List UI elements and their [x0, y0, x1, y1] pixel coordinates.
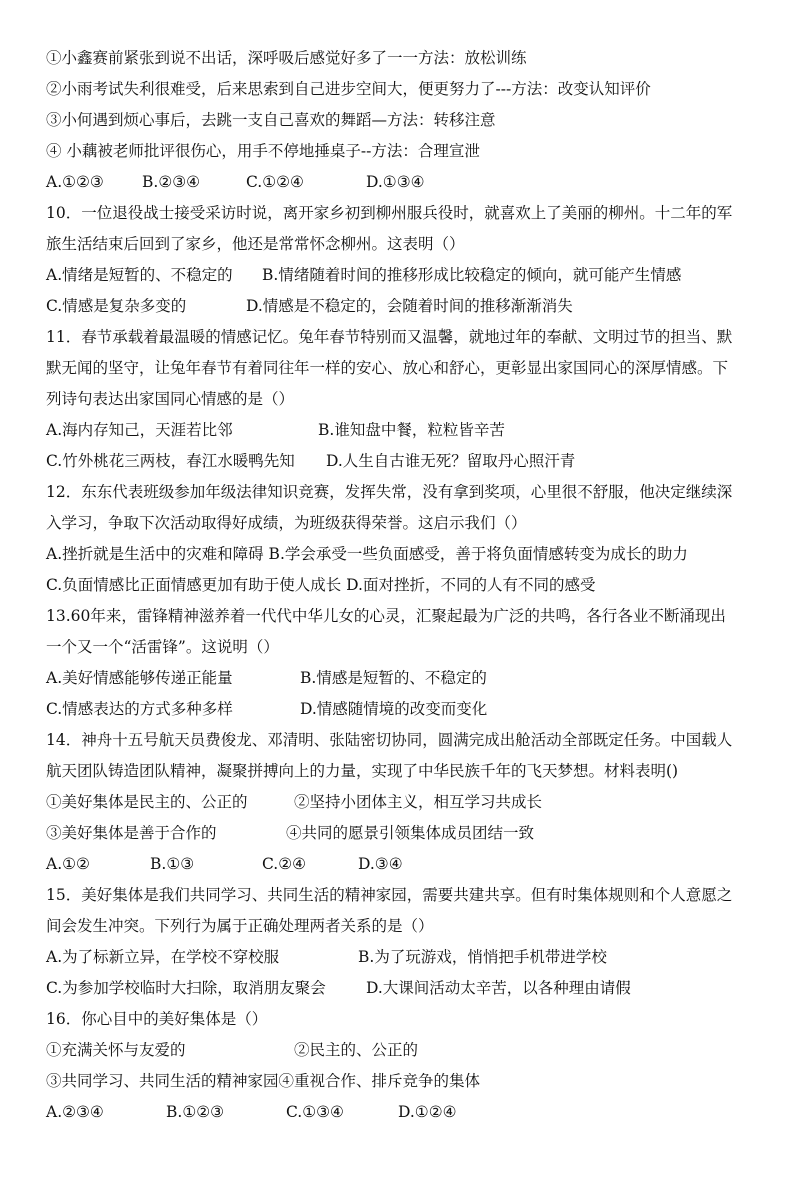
- q9-option-c: C.①②④: [246, 173, 304, 191]
- q13-stem-2: 一个又一个“活雷锋”。这说明（）: [46, 638, 279, 656]
- q14-options: [46, 854, 751, 874]
- q16-option-d: D.①②④: [398, 1103, 457, 1121]
- q14-items-row-2: [46, 823, 751, 843]
- q13-stem-1: 13.60年来，雷锋精神滋养着一代代中华儿女的心灵，汇聚起最为广泛的共鸣，各行各业不断涌现出: [46, 607, 726, 625]
- q13-option-b: B.情感是短暂的、不稳定的: [300, 669, 487, 687]
- q11-options-row-1: [46, 420, 751, 440]
- q16-option-a: A.②③④: [46, 1103, 104, 1121]
- method-item-2: ②小雨考试失利很难受，后来思索到自己进步空间大，便更努力了---方法：改变认知评价: [46, 80, 651, 98]
- method-item-4: ④ 小藕被老师批评很伤心，用手不停地捶桌子--方法：合理宣泄: [46, 142, 480, 160]
- method-item-1: ①小鑫赛前紧张到说不出话，深呼吸后感觉好多了一一方法：放松训练: [46, 49, 527, 67]
- q16-option-c: C.①③④: [286, 1103, 344, 1121]
- q11-option-a: A.海内存知己，天涯若比邻: [46, 421, 233, 439]
- q15-options-row-1: [46, 947, 751, 967]
- q10-option-b: B.情绪随着时间的推移形成比较稳定的倾向，就可能产生情感: [262, 266, 682, 284]
- q16-options: [46, 1102, 751, 1122]
- q10-option-a: A.情绪是短暂的、不稳定的: [46, 266, 233, 284]
- q15-option-c: C.为参加学校临时大扫除，取消朋友聚会: [46, 979, 326, 997]
- q15-option-d: D.大课间活动太辛苦，以各种理由请假: [366, 979, 631, 997]
- q13-options-row-2: [46, 699, 751, 719]
- q9-option-b: B.②③④: [142, 173, 201, 191]
- q14-item-2: ②坚持小团体主义，相互学习共成长: [294, 793, 543, 811]
- q16-option-b: B.①②③: [166, 1103, 225, 1121]
- q14-stem-2: 航天团队铸造团队精神，凝聚拼搏向上的力量，实现了中华民族千年的飞天梦想。材料表明(): [46, 762, 679, 780]
- q13-options-row-1: [46, 668, 751, 688]
- q11-stem-1: 11．春节承载着最温暖的情感记忆。兔年春节特别而又温馨，就地过年的奉献、文明过节的担当、默: [46, 328, 733, 346]
- q16-item-1: ①充满关怀与友爱的: [46, 1041, 186, 1059]
- q13-option-c: C.情感表达的方式多种多样: [46, 700, 233, 718]
- q11-option-b: B.谁知盘中餐，粒粒皆辛苦: [318, 421, 505, 439]
- q14-item-1: ①美好集体是民主的、公正的: [46, 793, 248, 811]
- q13-option-d: D.情感随情境的改变而变化: [300, 700, 488, 718]
- q15-options-row-2: [46, 978, 751, 998]
- q14-option-a: A.①②: [46, 855, 90, 873]
- q10-stem-1: 10．一位退役战士接受采访时说，离开家乡初到柳州服兵役时，就喜欢上了美丽的柳州。十二年的军: [46, 204, 733, 222]
- q12-options-row-2: C.负面情感比正面情感更加有助于使人成长 D.面对挫折，不同的人有不同的感受: [46, 576, 596, 594]
- q9-option-a: A.①②③: [46, 173, 104, 191]
- q16-item-2: ②民主的、公正的: [294, 1041, 419, 1059]
- q10-options-row-2: [46, 296, 751, 316]
- q12-stem-1: 12．东东代表班级参加年级法律知识竞赛，发挥失常，没有拿到奖项，心里很不舒服，他决定继续深: [46, 483, 733, 501]
- q14-option-b: B.①③: [150, 855, 195, 873]
- q10-option-c: C.情感是复杂多变的: [46, 297, 187, 315]
- q9-option-d: D.①③④: [366, 173, 425, 191]
- q11-stem-2: 默无闻的坚守，让兔年春节有着同往年一样的安心、放心和舒心，更彰显出家国同心的深厚情感。下: [46, 359, 729, 377]
- q10-option-d: D.情感是不稳定的，会随着时间的推移渐渐消失: [246, 297, 573, 315]
- q15-stem-1: 15．美好集体是我们共同学习、共同生活的精神家园，需要共建共享。但有时集体规则和个人意愿之: [46, 886, 733, 904]
- q13-option-a: A.美好情感能够传递正能量: [46, 669, 233, 687]
- q16-items-row-2: ③共同学习、共同生活的精神家园④重视合作、排斥竞争的集体: [46, 1072, 481, 1090]
- q16-stem: 16．你心目中的美好集体是（）: [46, 1010, 268, 1028]
- method-item-3: ③小何遇到烦心事后，去跳一支自己喜欢的舞蹈—方法：转移注意: [46, 111, 496, 129]
- q12-stem-2: 入学习，争取下次活动取得好成绩，为班级获得荣誉。这启示我们（）: [46, 514, 527, 532]
- q15-stem-2: 间会发生冲突。下列行为属于正确处理两者关系的是（）: [46, 917, 434, 935]
- q11-options-row-2: [46, 451, 751, 471]
- q9-options: [46, 172, 751, 192]
- q14-option-c: C.②④: [262, 855, 307, 873]
- q10-options-row-1: [46, 265, 751, 285]
- q14-option-d: D.③④: [358, 855, 403, 873]
- q15-option-a: A.为了标新立异，在学校不穿校服: [46, 948, 280, 966]
- q10-stem-2: 旅生活结束后回到了家乡，他还是常常怀念柳州。这表明（）: [46, 235, 465, 253]
- q11-option-d: D.人生自古谁无死？留取丹心照汗青: [326, 452, 576, 470]
- q11-stem-3: 列诗句表达出家国同心情感的是（）: [46, 390, 295, 408]
- q16-items-row-1: [46, 1040, 751, 1060]
- q14-item-3: ③美好集体是善于合作的: [46, 824, 217, 842]
- q14-items-row-1: [46, 792, 751, 812]
- q14-item-4: ④共同的愿景引领集体成员团结一致: [286, 824, 535, 842]
- q11-option-c: C.竹外桃花三两枝，春江水暖鸭先知: [46, 452, 295, 470]
- q15-option-b: B.为了玩游戏，悄悄把手机带进学校: [358, 948, 607, 966]
- q14-stem-1: 14．神舟十五号航天员费俊龙、邓清明、张陆密切协同，圆满完成出舱活动全部既定任务。中国载人: [46, 731, 733, 749]
- q12-options-row-1: A.挫折就是生活中的灾难和障碍 B.学会承受一些负面感受，善于将负面情感转变为成长的助力: [46, 545, 688, 563]
